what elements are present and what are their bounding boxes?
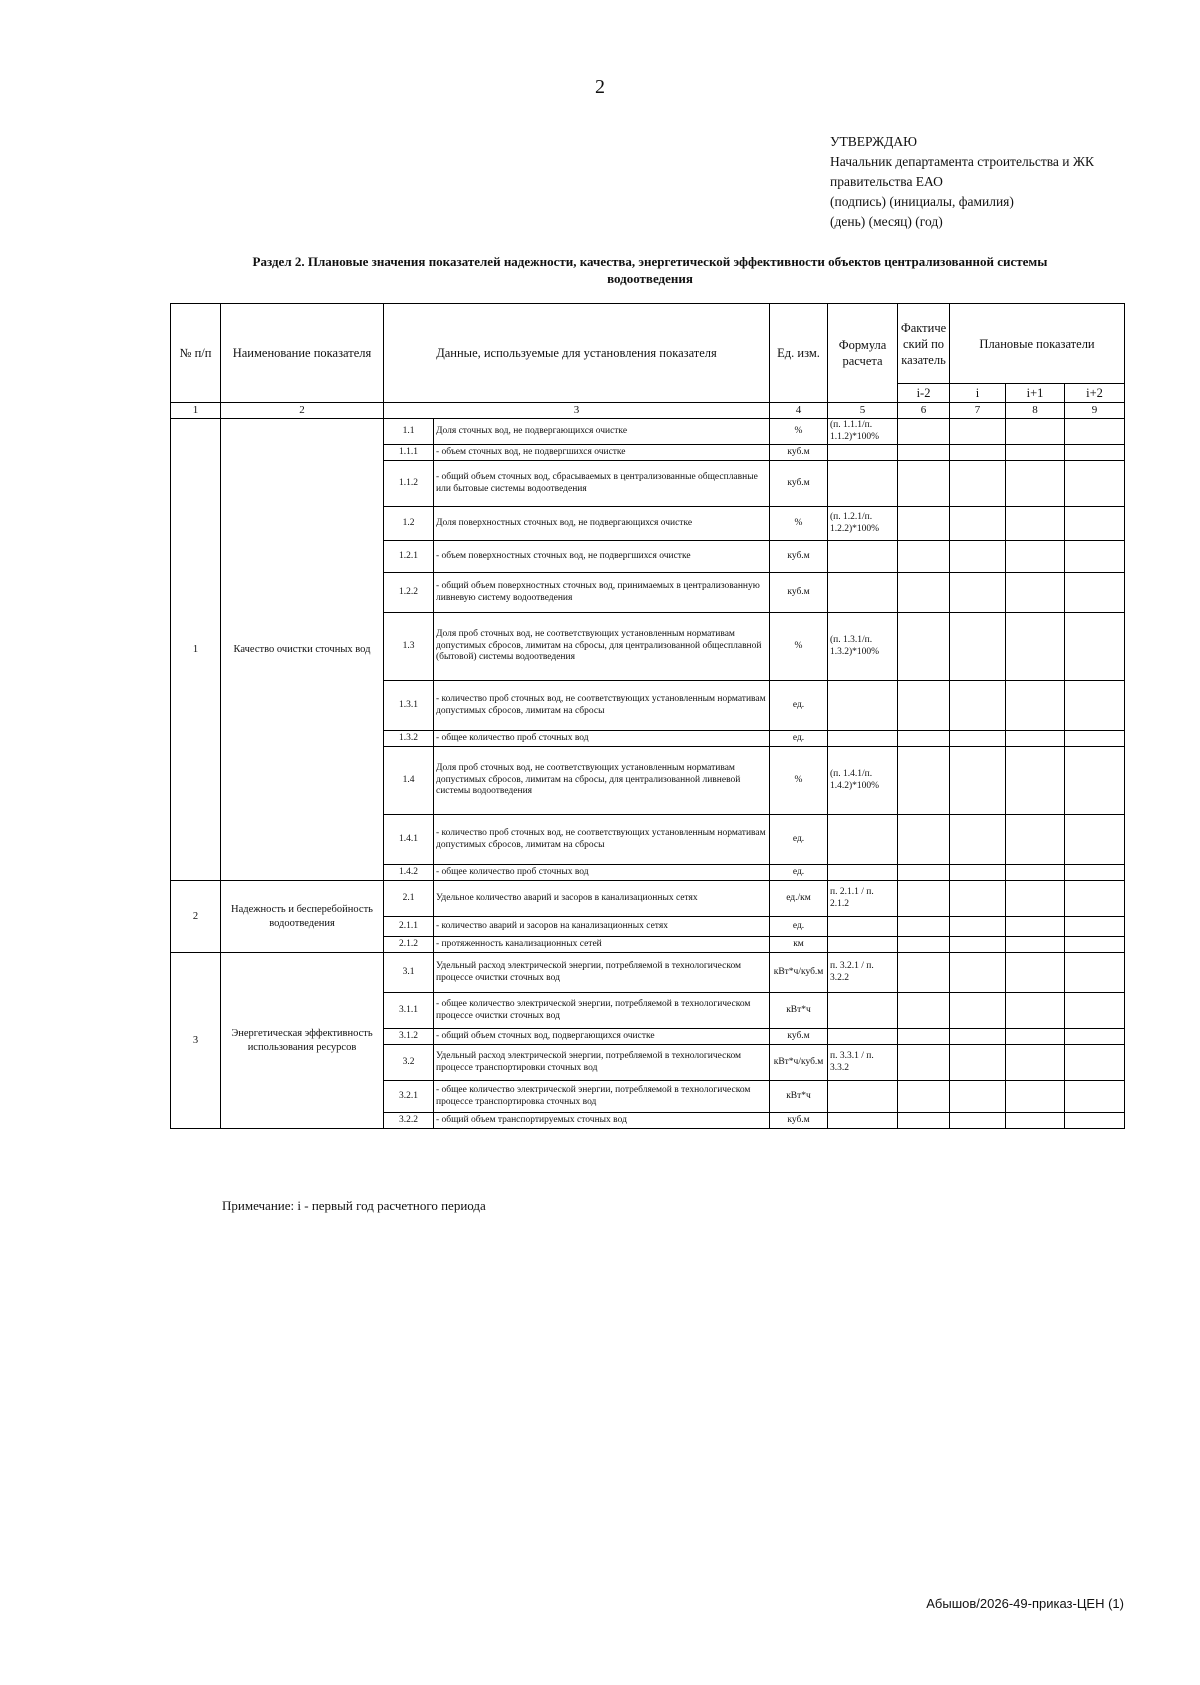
- indicator-code: 3.1: [384, 953, 434, 993]
- indicator-unit: %: [770, 419, 828, 445]
- value-cell-planned-i-plus-2: [1065, 445, 1125, 461]
- value-cell-planned-i: [950, 917, 1006, 937]
- indicator-formula: [828, 865, 898, 881]
- value-cell-planned-i-plus-1: [1006, 1045, 1065, 1081]
- value-cell-planned-i: [950, 1081, 1006, 1113]
- group-number: 1: [171, 419, 221, 881]
- indicator-unit: ед.: [770, 917, 828, 937]
- value-cell-actual-i-minus-2: [898, 461, 950, 507]
- indicator-text: - количество проб сточных вод, не соответствующих установленным нормативам допустимых сбросов, лимитам на сбросы: [434, 815, 770, 865]
- value-cell-planned-i-plus-2: [1065, 881, 1125, 917]
- indicator-unit: ед.: [770, 731, 828, 747]
- value-cell-planned-i-plus-2: [1065, 731, 1125, 747]
- indicator-code: 1.4: [384, 747, 434, 815]
- value-cell-planned-i: [950, 731, 1006, 747]
- indicator-formula: [828, 815, 898, 865]
- note: Примечание: i - первый год расчетного периода: [222, 1198, 486, 1213]
- header-actual: Фактический показатель: [898, 304, 950, 384]
- approval-title: УТВЕРЖДАЮ: [830, 134, 918, 149]
- column-number: 7: [950, 403, 1006, 419]
- approval-line: правительства ЕАО: [830, 174, 943, 189]
- value-cell-planned-i: [950, 507, 1006, 541]
- value-cell-planned-i-plus-2: [1065, 419, 1125, 445]
- value-cell-planned-i: [950, 881, 1006, 917]
- indicator-code: 1.3: [384, 613, 434, 681]
- value-cell-actual-i-minus-2: [898, 731, 950, 747]
- value-cell-planned-i: [950, 573, 1006, 613]
- indicator-text: Удельное количество аварий и засоров в канализационных сетях: [434, 881, 770, 917]
- indicator-formula: [828, 917, 898, 937]
- indicator-text: - общее количество проб сточных вод: [434, 731, 770, 747]
- value-cell-planned-i: [950, 937, 1006, 953]
- indicator-text: - общее количество электрической энергии, потребляемой в технологическом процессе очистки сточных вод: [434, 993, 770, 1029]
- indicator-code: 1.2.2: [384, 573, 434, 613]
- indicator-formula: (п. 1.1.1/п. 1.1.2)*100%: [828, 419, 898, 445]
- header-num: № п/п: [171, 304, 221, 403]
- indicator-text: Доля проб сточных вод, не соответствующих установленным нормативам допустимых сбросов, лимитам на сбросы, для централизованной ливневой системы водоотведения: [434, 747, 770, 815]
- indicator-formula: п. 3.3.1 / п. 3.3.2: [828, 1045, 898, 1081]
- indicator-code: 3.1.1: [384, 993, 434, 1029]
- value-cell-actual-i-minus-2: [898, 1045, 950, 1081]
- header-unit: Ед. изм.: [770, 304, 828, 403]
- value-cell-actual-i-minus-2: [898, 937, 950, 953]
- value-cell-planned-i-plus-2: [1065, 681, 1125, 731]
- column-number: 3: [384, 403, 770, 419]
- value-cell-actual-i-minus-2: [898, 747, 950, 815]
- table-row: [171, 881, 1125, 917]
- indicator-code: 2.1: [384, 881, 434, 917]
- value-cell-actual-i-minus-2: [898, 917, 950, 937]
- indicator-code: 1.2: [384, 507, 434, 541]
- indicator-code: 3.2.2: [384, 1113, 434, 1129]
- indicator-code: 1.4.2: [384, 865, 434, 881]
- value-cell-actual-i-minus-2: [898, 865, 950, 881]
- value-cell-planned-i-plus-1: [1006, 937, 1065, 953]
- indicator-unit: %: [770, 747, 828, 815]
- indicators-table: [170, 303, 1125, 1129]
- indicator-unit: куб.м: [770, 1029, 828, 1045]
- indicator-code: 1.4.1: [384, 815, 434, 865]
- value-cell-planned-i-plus-2: [1065, 613, 1125, 681]
- indicator-code: 1.3.2: [384, 731, 434, 747]
- indicator-formula: [828, 541, 898, 573]
- indicator-text: - общее количество электрической энергии, потребляемой в технологическом процессе транспортировка сточных вод: [434, 1081, 770, 1113]
- value-cell-planned-i: [950, 445, 1006, 461]
- value-cell-planned-i: [950, 815, 1006, 865]
- indicator-text: - количество аварий и засоров на канализационных сетях: [434, 917, 770, 937]
- indicator-unit: куб.м: [770, 1113, 828, 1129]
- table-body: [171, 419, 1125, 1129]
- approval-line: (день) (месяц) (год): [830, 214, 943, 229]
- value-cell-planned-i-plus-2: [1065, 815, 1125, 865]
- indicator-text: - объем сточных вод, не подвергшихся очистке: [434, 445, 770, 461]
- column-number: 5: [828, 403, 898, 419]
- section-title-line: водоотведения: [607, 271, 693, 286]
- value-cell-planned-i-plus-2: [1065, 1081, 1125, 1113]
- value-cell-planned-i: [950, 1029, 1006, 1045]
- column-number: 2: [221, 403, 384, 419]
- indicator-formula: [828, 573, 898, 613]
- indicator-unit: ед.: [770, 815, 828, 865]
- group-name: Энергетическая эффективность использования ресурсов: [221, 953, 384, 1129]
- indicator-code: 3.2: [384, 1045, 434, 1081]
- value-cell-planned-i: [950, 461, 1006, 507]
- column-number: 1: [171, 403, 221, 419]
- table-row: [171, 419, 1125, 445]
- approval-line: Начальник департамента строительства и ЖК: [830, 154, 1094, 169]
- approval-block: [830, 132, 1094, 232]
- value-cell-planned-i-plus-1: [1006, 1029, 1065, 1045]
- indicator-formula: (п. 1.3.1/п. 1.3.2)*100%: [828, 613, 898, 681]
- value-cell-planned-i-plus-2: [1065, 507, 1125, 541]
- value-cell-actual-i-minus-2: [898, 541, 950, 573]
- column-number: 4: [770, 403, 828, 419]
- indicator-formula: [828, 937, 898, 953]
- value-cell-planned-i: [950, 541, 1006, 573]
- indicator-formula: [828, 445, 898, 461]
- indicator-text: - общий объем сточных вод, сбрасываемых в централизованные общесплавные или бытовые системы водоотведения: [434, 461, 770, 507]
- value-cell-planned-i: [950, 681, 1006, 731]
- indicator-unit: куб.м: [770, 573, 828, 613]
- group-name: Качество очистки сточных вод: [221, 419, 384, 881]
- indicator-formula: [828, 731, 898, 747]
- indicator-text: Удельный расход электрической энергии, потребляемой в технологическом процессе транспортировки сточных вод: [434, 1045, 770, 1081]
- value-cell-planned-i: [950, 953, 1006, 993]
- value-cell-actual-i-minus-2: [898, 993, 950, 1029]
- value-cell-planned-i-plus-1: [1006, 461, 1065, 507]
- value-cell-planned-i: [950, 613, 1006, 681]
- group-number: 3: [171, 953, 221, 1129]
- indicator-formula: [828, 681, 898, 731]
- indicator-unit: кВт*ч: [770, 993, 828, 1029]
- indicator-code: 3.1.2: [384, 1029, 434, 1045]
- section-title-line: Раздел 2. Плановые значения показателей надежности, качества, энергетической эффективности объектов централизованной системы: [252, 254, 1048, 269]
- value-cell-planned-i: [950, 993, 1006, 1029]
- value-cell-planned-i-plus-2: [1065, 1029, 1125, 1045]
- indicator-text: - общий объем поверхностных сточных вод, принимаемых в централизованную ливневую систему водоотведения: [434, 573, 770, 613]
- indicator-code: 1.1.2: [384, 461, 434, 507]
- value-cell-planned-i: [950, 419, 1006, 445]
- header-i-plus-1: i+1: [1006, 384, 1065, 403]
- table-header: [171, 304, 1125, 419]
- indicator-text: Доля сточных вод, не подвергающихся очистке: [434, 419, 770, 445]
- value-cell-planned-i-plus-2: [1065, 747, 1125, 815]
- indicator-text: - общее количество проб сточных вод: [434, 865, 770, 881]
- indicator-formula: (п. 1.4.1/п. 1.4.2)*100%: [828, 747, 898, 815]
- indicator-unit: кВт*ч/куб.м: [770, 953, 828, 993]
- value-cell-actual-i-minus-2: [898, 445, 950, 461]
- indicator-code: 1.3.1: [384, 681, 434, 731]
- value-cell-planned-i-plus-2: [1065, 541, 1125, 573]
- value-cell-planned-i-plus-2: [1065, 953, 1125, 993]
- indicator-unit: кВт*ч: [770, 1081, 828, 1113]
- approval-line: (подпись) (инициалы, фамилия): [830, 194, 1014, 209]
- indicator-text: - количество проб сточных вод, не соответствующих установленным нормативам допустимых сбросов, лимитам на сбросы: [434, 681, 770, 731]
- section-title: [170, 253, 1130, 287]
- value-cell-planned-i-plus-1: [1006, 419, 1065, 445]
- indicator-formula: [828, 461, 898, 507]
- value-cell-planned-i: [950, 865, 1006, 881]
- indicator-unit: %: [770, 613, 828, 681]
- indicator-text: Доля проб сточных вод, не соответствующих установленным нормативам допустимых сбросов, лимитам на сбросы, для централизованной общесплавной (бытовой) системы водоотведения: [434, 613, 770, 681]
- header-planned: Плановые показатели: [950, 304, 1125, 384]
- indicator-text: - общий объем транспортируемых сточных вод: [434, 1113, 770, 1129]
- indicator-text: - объем поверхностных сточных вод, не подвергшихся очистке: [434, 541, 770, 573]
- indicator-unit: куб.м: [770, 541, 828, 573]
- value-cell-planned-i-plus-2: [1065, 461, 1125, 507]
- indicator-formula: п. 3.2.1 / п. 3.2.2: [828, 953, 898, 993]
- value-cell-actual-i-minus-2: [898, 953, 950, 993]
- indicator-unit: куб.м: [770, 445, 828, 461]
- indicator-code: 1.2.1: [384, 541, 434, 573]
- table-row: [171, 953, 1125, 993]
- indicator-unit: %: [770, 507, 828, 541]
- footer-document-code: Абышов/2026-49-приказ-ЦЕН (1): [926, 1596, 1124, 1611]
- group-name: Надежность и бесперебойность водоотведения: [221, 881, 384, 953]
- value-cell-actual-i-minus-2: [898, 613, 950, 681]
- group-number: 2: [171, 881, 221, 953]
- indicator-code: 1.1.1: [384, 445, 434, 461]
- value-cell-actual-i-minus-2: [898, 1113, 950, 1129]
- value-cell-planned-i-plus-1: [1006, 681, 1065, 731]
- indicator-unit: ед./км: [770, 881, 828, 917]
- header-data: Данные, используемые для установления показателя: [384, 304, 770, 403]
- column-number: 8: [1006, 403, 1065, 419]
- header-i-minus-2: i-2: [898, 384, 950, 403]
- indicator-formula: (п. 1.2.1/п. 1.2.2)*100%: [828, 507, 898, 541]
- indicator-unit: км: [770, 937, 828, 953]
- header-i: i: [950, 384, 1006, 403]
- value-cell-planned-i: [950, 1045, 1006, 1081]
- column-number: 6: [898, 403, 950, 419]
- value-cell-planned-i-plus-1: [1006, 507, 1065, 541]
- value-cell-planned-i-plus-1: [1006, 747, 1065, 815]
- header-formula: Формула расчета: [828, 304, 898, 403]
- value-cell-actual-i-minus-2: [898, 881, 950, 917]
- indicator-code: 3.2.1: [384, 1081, 434, 1113]
- value-cell-planned-i-plus-1: [1006, 1113, 1065, 1129]
- column-number: 9: [1065, 403, 1125, 419]
- value-cell-planned-i-plus-1: [1006, 993, 1065, 1029]
- header-name: Наименование показателя: [221, 304, 384, 403]
- value-cell-actual-i-minus-2: [898, 815, 950, 865]
- indicator-unit: куб.м: [770, 461, 828, 507]
- value-cell-planned-i-plus-1: [1006, 613, 1065, 681]
- value-cell-planned-i-plus-2: [1065, 865, 1125, 881]
- indicator-unit: ед.: [770, 681, 828, 731]
- value-cell-planned-i: [950, 747, 1006, 815]
- indicator-unit: кВт*ч/куб.м: [770, 1045, 828, 1081]
- value-cell-planned-i-plus-1: [1006, 1081, 1065, 1113]
- indicator-formula: [828, 1081, 898, 1113]
- value-cell-planned-i-plus-2: [1065, 993, 1125, 1029]
- value-cell-planned-i-plus-1: [1006, 573, 1065, 613]
- value-cell-planned-i-plus-2: [1065, 937, 1125, 953]
- value-cell-actual-i-minus-2: [898, 507, 950, 541]
- value-cell-planned-i-plus-2: [1065, 1113, 1125, 1129]
- indicator-text: Удельный расход электрической энергии, потребляемой в технологическом процессе очистки сточных вод: [434, 953, 770, 993]
- header-i-plus-2: i+2: [1065, 384, 1125, 403]
- page-number: 2: [595, 76, 605, 98]
- value-cell-actual-i-minus-2: [898, 1029, 950, 1045]
- value-cell-planned-i-plus-1: [1006, 865, 1065, 881]
- value-cell-planned-i-plus-1: [1006, 731, 1065, 747]
- indicator-unit: ед.: [770, 865, 828, 881]
- value-cell-planned-i-plus-2: [1065, 917, 1125, 937]
- indicator-text: - общий объем сточных вод, подвергающихся очистке: [434, 1029, 770, 1045]
- indicator-code: 1.1: [384, 419, 434, 445]
- value-cell-planned-i-plus-2: [1065, 1045, 1125, 1081]
- value-cell-planned-i-plus-2: [1065, 573, 1125, 613]
- value-cell-actual-i-minus-2: [898, 1081, 950, 1113]
- value-cell-actual-i-minus-2: [898, 419, 950, 445]
- indicator-code: 2.1.1: [384, 917, 434, 937]
- indicator-formula: п. 2.1.1 / п. 2.1.2: [828, 881, 898, 917]
- value-cell-planned-i-plus-1: [1006, 953, 1065, 993]
- value-cell-actual-i-minus-2: [898, 573, 950, 613]
- indicator-text: Доля поверхностных сточных вод, не подвергающихся очистке: [434, 507, 770, 541]
- indicator-code: 2.1.2: [384, 937, 434, 953]
- indicator-formula: [828, 1113, 898, 1129]
- value-cell-planned-i-plus-1: [1006, 541, 1065, 573]
- indicator-formula: [828, 993, 898, 1029]
- value-cell-planned-i-plus-1: [1006, 881, 1065, 917]
- value-cell-planned-i-plus-1: [1006, 445, 1065, 461]
- indicator-text: - протяженность канализационных сетей: [434, 937, 770, 953]
- value-cell-planned-i-plus-1: [1006, 815, 1065, 865]
- value-cell-planned-i: [950, 1113, 1006, 1129]
- indicator-formula: [828, 1029, 898, 1045]
- value-cell-actual-i-minus-2: [898, 681, 950, 731]
- value-cell-planned-i-plus-1: [1006, 917, 1065, 937]
